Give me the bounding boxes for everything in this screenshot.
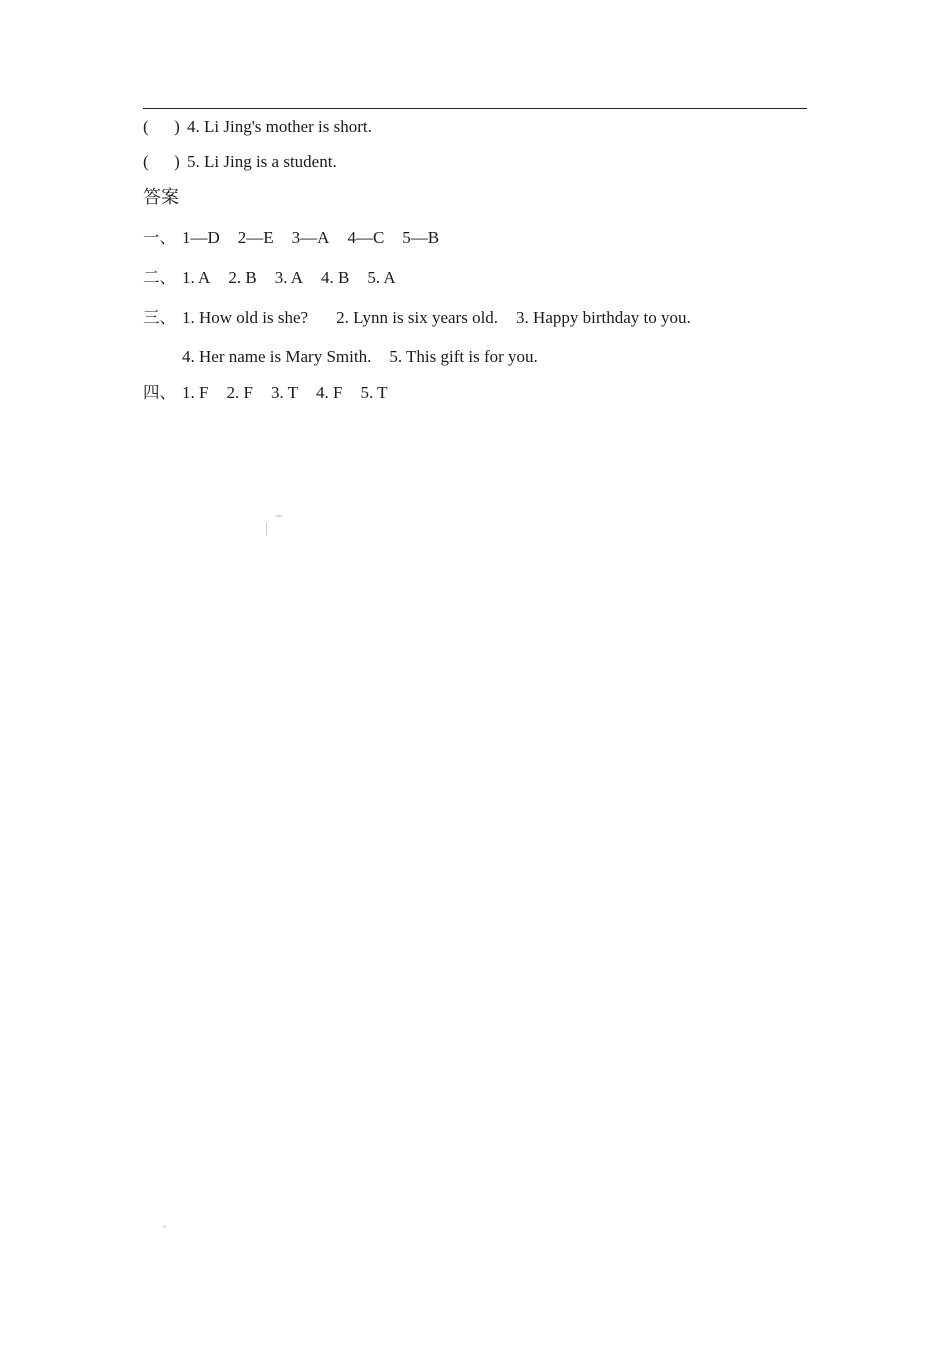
answer-section-3-continued <box>182 346 538 368</box>
header-rule <box>143 108 807 109</box>
answer-section-4 <box>143 382 388 404</box>
answer-item: 1. F <box>182 383 209 402</box>
section-label: 四、 <box>143 383 176 402</box>
answer-item: 2—E <box>237 228 274 247</box>
answer-item: 3. A <box>274 268 304 287</box>
answer-item: 4. Her name is Mary Smith. <box>182 347 372 366</box>
scan-speck <box>276 515 282 517</box>
answer-section-2 <box>143 267 396 289</box>
answer-item: 4. B <box>321 268 350 287</box>
answer-section-3 <box>143 307 691 329</box>
scan-speck <box>163 1225 166 1228</box>
answer-heading <box>143 187 179 209</box>
section-label: 一、 <box>143 228 176 247</box>
question-4 <box>143 116 372 138</box>
answer-blank: ( ) <box>143 152 180 171</box>
answer-item: 2. Lynn is six years old. <box>336 308 499 327</box>
answer-item: 5. T <box>360 383 388 402</box>
answer-item: 3—A <box>291 228 330 247</box>
question-text: 5. Li Jing is a student. <box>187 152 337 171</box>
answer-item: 1—D <box>182 228 220 247</box>
question-text: 4. Li Jing's mother is short. <box>187 117 372 136</box>
answer-item: 3. Happy birthday to you. <box>516 308 691 327</box>
scan-speck <box>266 522 270 536</box>
question-5 <box>143 151 337 173</box>
answer-item: 1. How old is she? <box>182 308 309 327</box>
answer-blank: ( ) <box>143 117 180 136</box>
answer-section-1 <box>143 227 439 249</box>
answer-item: 1. A <box>182 268 211 287</box>
answer-item: 2. B <box>228 268 257 287</box>
answer-item: 2. F <box>226 383 253 402</box>
answer-item: 3. T <box>270 383 299 402</box>
answer-item: 4—C <box>347 228 385 247</box>
answer-title: 答案 <box>143 187 179 208</box>
answer-item: 4. F <box>316 383 343 402</box>
section-label: 二、 <box>143 268 176 287</box>
section-label: 三、 <box>143 308 176 327</box>
answer-item: 5. This gift is for you. <box>389 347 538 366</box>
answer-item: 5—B <box>402 228 440 247</box>
answer-item: 5. A <box>367 268 396 287</box>
